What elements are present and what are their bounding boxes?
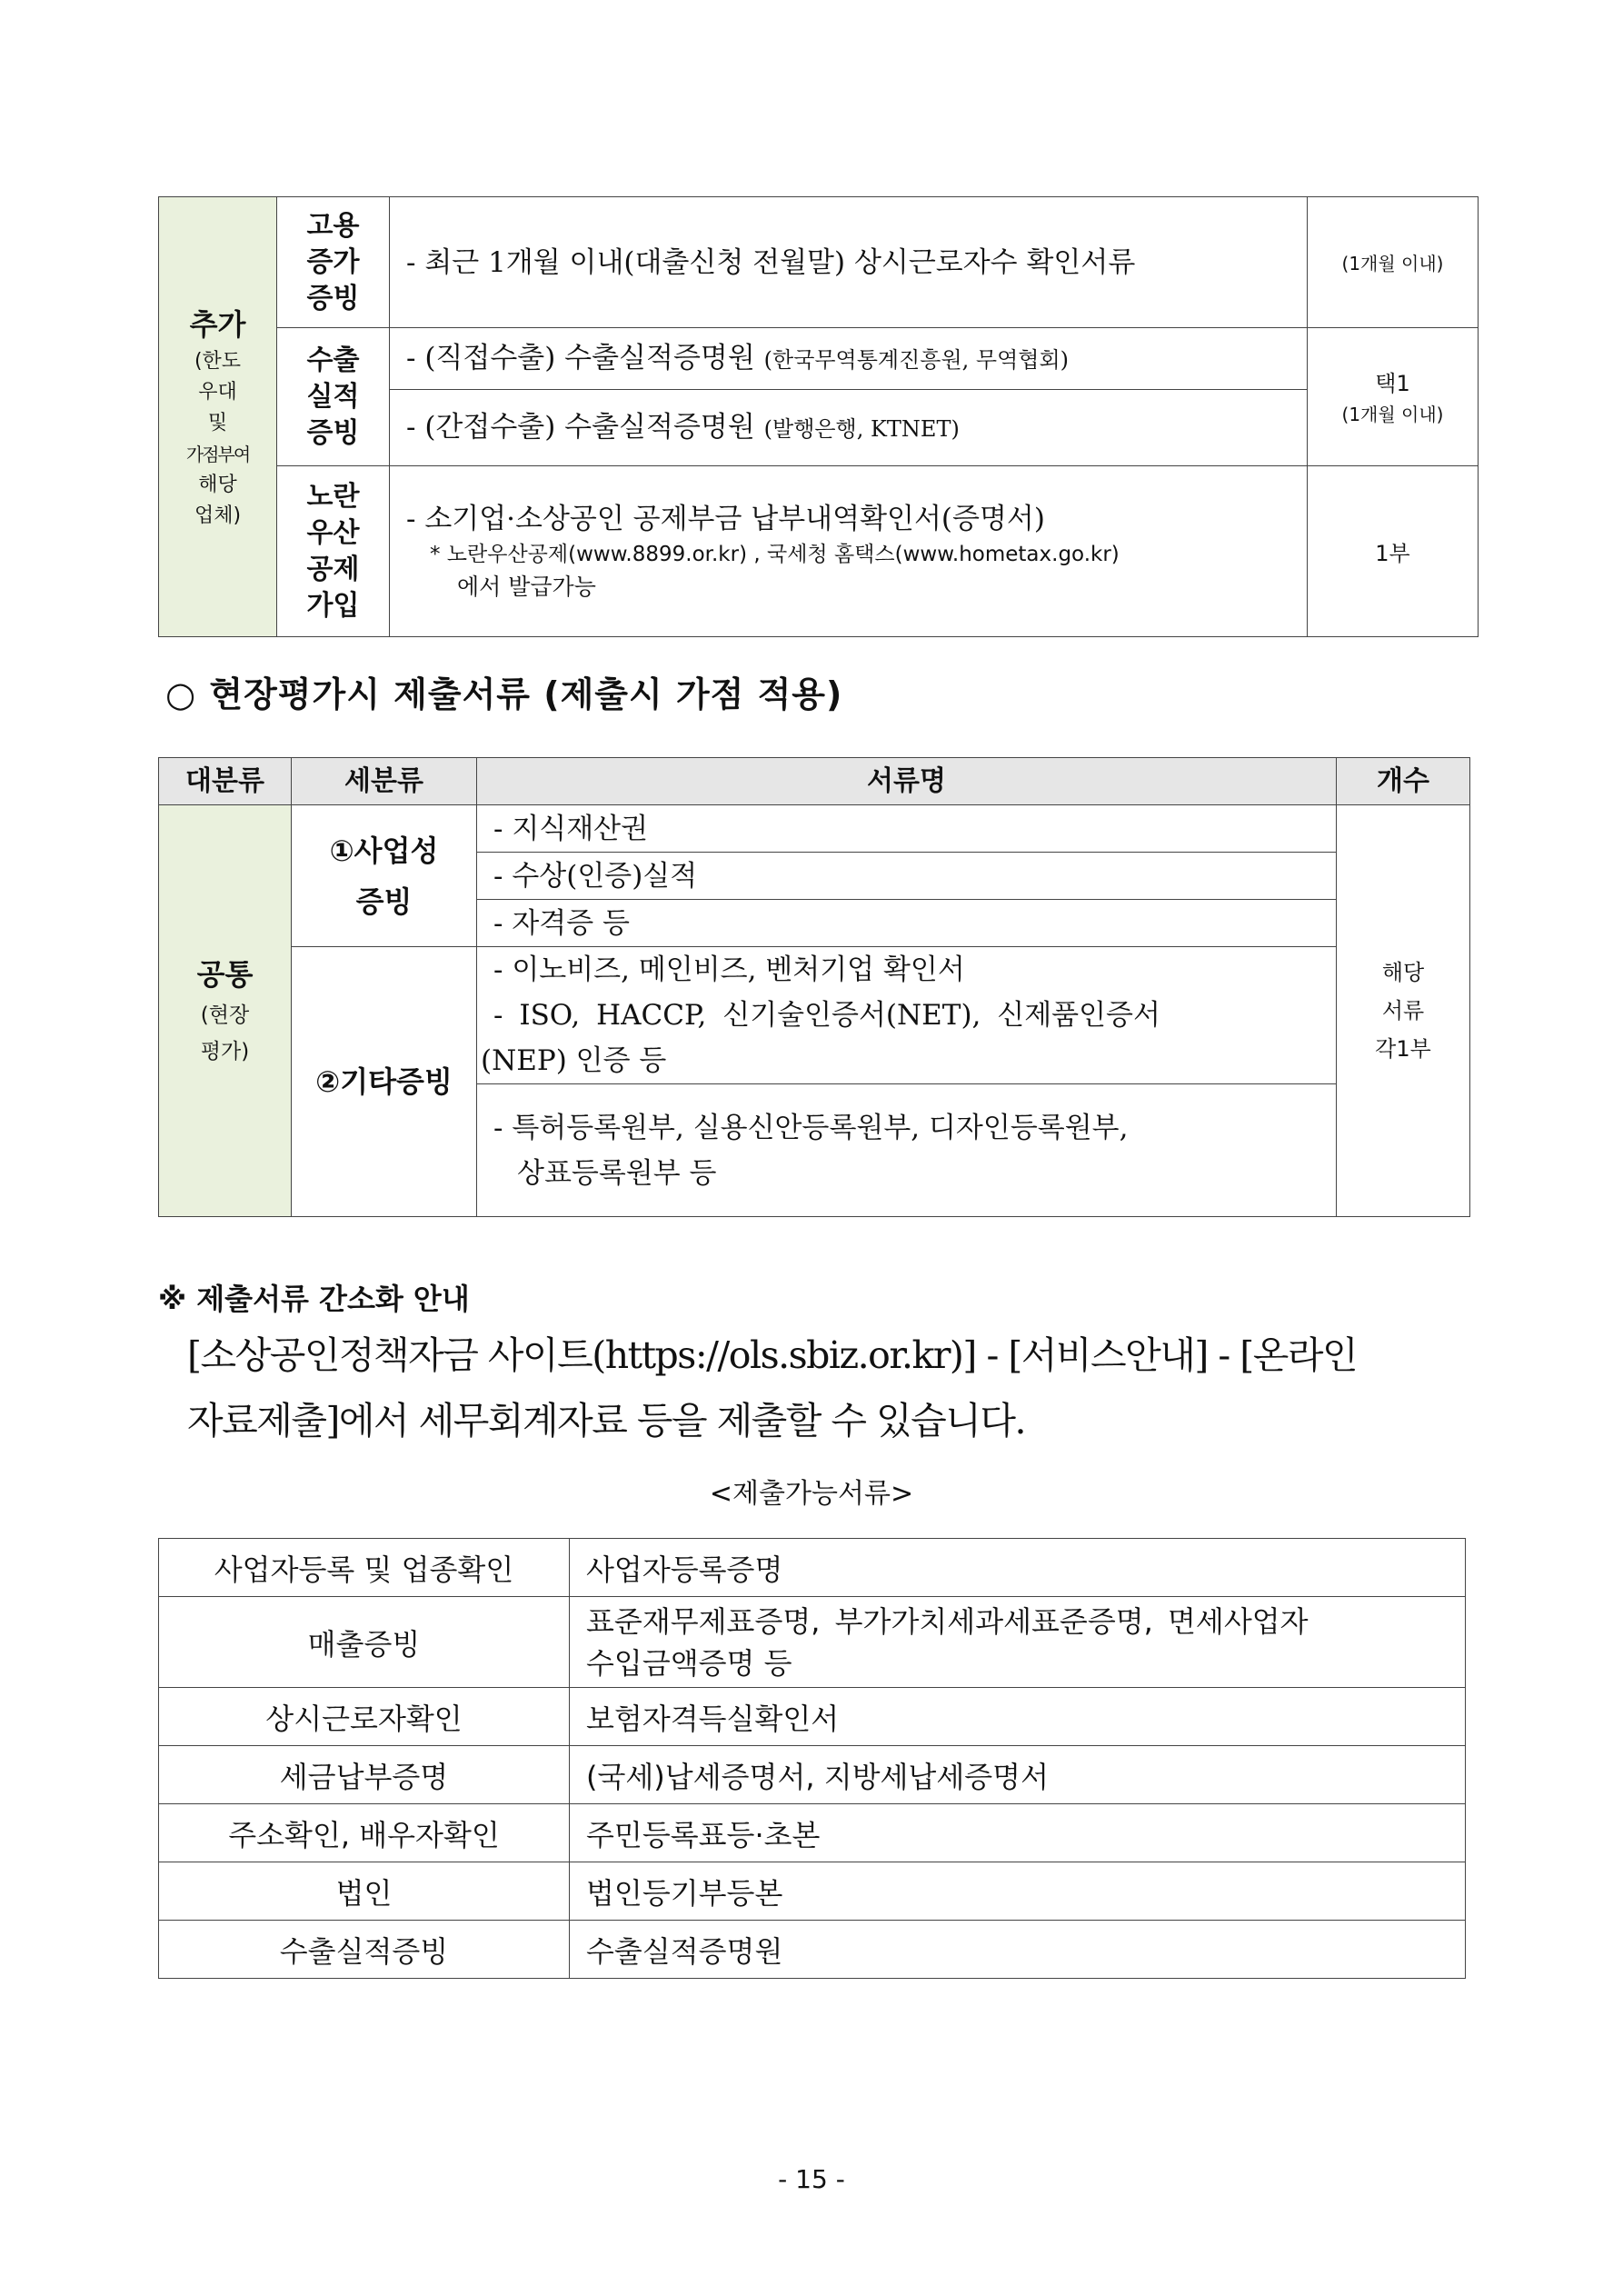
category-sub-line: 업체): [194, 504, 242, 527]
count-cell: (1개월 이내): [1308, 197, 1479, 328]
doc-category-cell: 주소확인, 배우자확인: [159, 1804, 570, 1862]
category-title: 추가: [189, 306, 246, 342]
notice-line: 자료제출]에서 세무회계자료 등을 제출할 수 있습니다.: [187, 1399, 1026, 1442]
notice-line: [소상공인정책자금 사이트(https://ols.sbiz.or.kr)] - [서비스안내] - [온라인: [187, 1333, 1358, 1377]
doc-category-cell: 세금납부증명: [159, 1746, 570, 1804]
header-count: 개수: [1337, 758, 1470, 805]
doc-category-cell: 매출증빙: [159, 1597, 570, 1688]
category-sub-line: (한도: [194, 349, 242, 373]
doc-item: - 수상(인증)실적: [477, 853, 1337, 900]
category-sub-line: 가점부여: [185, 443, 250, 465]
doc-category-cell: 상시근로자확인: [159, 1688, 570, 1746]
doc-category-cell: 수출실적증빙: [159, 1921, 570, 1979]
doc-list-cell: 사업자등록증명: [570, 1539, 1466, 1597]
doc-category-cell: 법인: [159, 1862, 570, 1921]
doc-list-cell: 법인등기부등본: [570, 1862, 1466, 1921]
doc-list-cell: 표준재무제표증명, 부가가치세과세표준증명, 면세사업자 수입금액증명 등: [570, 1597, 1466, 1688]
group-label-other: ②기타증빙: [292, 947, 477, 1217]
row-label-employment: 고용 증가 증빙: [277, 197, 390, 328]
doc-item: - (직접수출) 수출실적증명원 (한국무역통계진흥원, 무역협회): [390, 328, 1308, 390]
doc-list-cell: 주민등록표등·초본: [570, 1804, 1466, 1862]
doc-item: - 소기업·소상공인 공제부금 납부내역확인서(증명서) * 노란우산공제(www.8899.or.kr) , 국세청 홈택스(www.hometax.go.kr) 에서 발급가능: [390, 466, 1308, 637]
row-label-export: 수출 실적 증빙: [277, 328, 390, 466]
page-number: - 15 -: [778, 2164, 845, 2194]
doc-item: - 특허등록원부, 실용신안등록원부, 디자인등록원부, 상표등록원부 등: [477, 1084, 1337, 1217]
category-cell-common: 공통 (현장 평가): [159, 805, 292, 1217]
doc-item: - 이노비즈, 메인비즈, 벤처기업 확인서 - ISO, HACCP, 신기술인증서(NET), 신제품인증서 (NEP) 인증 등: [477, 947, 1337, 1084]
header-sub-category: 세분류: [292, 758, 477, 805]
section-heading: ○ 현장평가시 제출서류 (제출시 가점 적용): [165, 674, 843, 714]
category-sub-line: 우대: [198, 380, 237, 404]
doc-list-cell: (국세)납세증명서, 지방세납세증명서: [570, 1746, 1466, 1804]
onsite-docs-table: [158, 757, 1470, 1217]
doc-item: - 지식재산권: [477, 805, 1337, 853]
doc-item: - 최근 1개월 이내(대출신청 전월말) 상시근로자수 확인서류: [390, 197, 1308, 328]
doc-list-cell: 수출실적증명원: [570, 1921, 1466, 1979]
count-cell: 해당 서류 각1부: [1337, 805, 1470, 1217]
submittable-docs-table: [158, 1538, 1466, 1979]
count-cell: 택1 (1개월 이내): [1308, 328, 1479, 466]
additional-docs-table: [158, 196, 1479, 637]
doc-category-cell: 사업자등록 및 업종확인: [159, 1539, 570, 1597]
doc-item: - (간접수출) 수출실적증명원 (발행은행, KTNET): [390, 390, 1308, 466]
doc-list-cell: 보험자격득실확인서: [570, 1688, 1466, 1746]
category-sub-line: 및: [207, 411, 228, 434]
category-sub-line: 해당: [198, 473, 237, 496]
header-major-category: 대분류: [159, 758, 292, 805]
group-label-business: ①사업성 증빙: [292, 805, 477, 947]
table-caption: <제출가능서류>: [709, 1478, 914, 1510]
row-label-yellow-umbrella: 노란 우산 공제 가입: [277, 466, 390, 637]
notice-title: ※ 제출서류 간소화 안내: [158, 1282, 470, 1316]
count-cell: 1부: [1308, 466, 1479, 637]
header-document-name: 서류명: [477, 758, 1337, 805]
doc-item: - 자격증 등: [477, 900, 1337, 947]
category-cell-additional: [159, 197, 277, 637]
